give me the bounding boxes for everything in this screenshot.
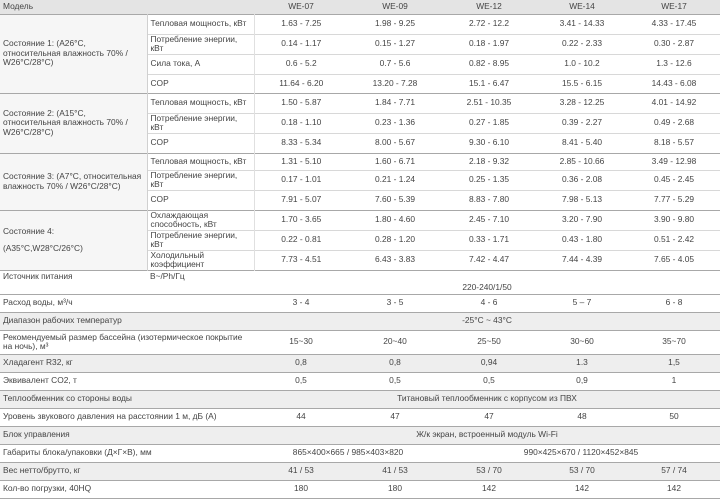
- value-cell: 0.45 - 2.45: [628, 170, 720, 190]
- value-cell: 41 / 53: [348, 462, 442, 480]
- value-cell: 0.21 - 1.24: [348, 170, 442, 190]
- value-cell: 3 - 5: [348, 294, 442, 312]
- pool-size-row: [0, 330, 720, 354]
- value-cell: 1.80 - 4.60: [348, 210, 442, 230]
- value-cell: 0.15 - 1.27: [348, 34, 442, 54]
- value-cell: 1.63 - 7.25: [254, 14, 348, 34]
- param-label: COP: [147, 133, 254, 153]
- noise-row: [0, 408, 720, 426]
- value-cell: 7.42 - 4.47: [442, 250, 536, 270]
- value-cell: 0.39 - 2.27: [536, 113, 628, 133]
- value-cell: 8.41 - 5.40: [536, 133, 628, 153]
- value-cell: 8.00 - 5.67: [348, 133, 442, 153]
- value-cell: 1: [628, 372, 720, 390]
- heat-exchanger-value: Титановый теплообменник с корпусом из ПВХ: [254, 390, 720, 408]
- value-cell: 1.84 - 7.71: [348, 93, 442, 113]
- noise-label: Уровень звукового давления на расстоянии 1 м, дБ (А): [0, 408, 254, 426]
- value-cell: 0.33 - 1.71: [442, 230, 536, 250]
- state4-label-line2: (A35°C,W28°C/26°C): [3, 243, 83, 253]
- weight-row: [0, 462, 720, 480]
- value-cell: 35~70: [628, 330, 720, 354]
- value-cell: 0.7 - 5.6: [348, 54, 442, 74]
- value-cell: 0,5: [442, 372, 536, 390]
- value-cell: 3.41 - 14.33: [536, 14, 628, 34]
- power-value: 220-240/1/50: [462, 282, 512, 292]
- value-cell: 0.17 - 1.01: [254, 170, 348, 190]
- value-cell: 0.23 - 1.36: [348, 113, 442, 133]
- loading-row: [0, 480, 720, 498]
- value-cell: 6.43 - 3.83: [348, 250, 442, 270]
- value-cell: 0.51 - 2.42: [628, 230, 720, 250]
- co2-label: Эквивалент CO2, т: [0, 372, 254, 390]
- param-label: COP: [147, 74, 254, 93]
- value-cell: 0.82 - 8.95: [442, 54, 536, 74]
- power-blank: [0, 282, 254, 294]
- param-label: Холодильный коэффициент: [147, 250, 254, 270]
- value-cell: 0.18 - 1.97: [442, 34, 536, 54]
- value-cell: 1.50 - 5.87: [254, 93, 348, 113]
- value-cell: 3.28 - 12.25: [536, 93, 628, 113]
- value-cell: 7.65 - 4.05: [628, 250, 720, 270]
- param-label: Потребление энергии, кВт: [147, 230, 254, 250]
- value-cell: 7.73 - 4.51: [254, 250, 348, 270]
- value-cell: 3 - 4: [254, 294, 348, 312]
- value-cell: 7.77 - 5.29: [628, 190, 720, 210]
- temp-range-value: -25°C ~ 43°C: [254, 312, 720, 330]
- value-cell: 1.31 - 5.10: [254, 153, 348, 170]
- value-cell: 7.91 - 5.07: [254, 190, 348, 210]
- power-label: Источник питания: [0, 270, 147, 282]
- header-model-4: WE-14: [536, 0, 628, 14]
- value-cell: 7.44 - 4.39: [536, 250, 628, 270]
- param-label: Потребление энергии, кВт: [147, 170, 254, 190]
- value-cell: 142: [536, 480, 628, 498]
- state4-row: [0, 210, 720, 230]
- state1-label: Состояние 1: (A26°C, относительная влажность 70% / W26°C/28°C): [0, 14, 147, 93]
- value-cell: 50: [628, 408, 720, 426]
- value-cell: 8.83 - 7.80: [442, 190, 536, 210]
- value-cell: 180: [254, 480, 348, 498]
- value-cell: 48: [536, 408, 628, 426]
- value-cell: 0,5: [348, 372, 442, 390]
- value-cell: 3.49 - 12.98: [628, 153, 720, 170]
- control-row: [0, 426, 720, 444]
- pool-size-label: Рекомендуемый размер бассейна (изотермическое покрытие на ночь), м³: [0, 330, 254, 354]
- state2-label: Состояние 2: (A15°C, относительная влажность 70% / W26°C/28°C): [0, 93, 147, 153]
- value-cell: 0,94: [442, 354, 536, 372]
- value-cell: 7.60 - 5.39: [348, 190, 442, 210]
- value-cell: 0.28 - 1.20: [348, 230, 442, 250]
- dimensions-label: Габариты блока/упаковки (Д×Г×В), мм: [0, 444, 254, 462]
- value-cell: 6 - 8: [628, 294, 720, 312]
- value-cell: 0.22 - 0.81: [254, 230, 348, 250]
- state3-row: [0, 153, 720, 170]
- value-cell: 0.30 - 2.87: [628, 34, 720, 54]
- param-label: Тепловая мощность, кВт: [147, 153, 254, 170]
- value-cell: 0,5: [254, 372, 348, 390]
- weight-label: Вес нетто/брутто, кг: [0, 462, 254, 480]
- value-cell: 142: [442, 480, 536, 498]
- loading-label: Кол-во погрузки, 40HQ: [0, 480, 254, 498]
- value-cell: 0.22 - 2.33: [536, 34, 628, 54]
- power-value-row: [0, 282, 720, 294]
- param-label: Сила тока, А: [147, 54, 254, 74]
- value-cell: 41 / 53: [254, 462, 348, 480]
- value-cell: 1.60 - 6.71: [348, 153, 442, 170]
- header-model-2: WE-09: [348, 0, 442, 14]
- header-model-5: WE-17: [628, 0, 720, 14]
- value-cell: 9.30 - 6.10: [442, 133, 536, 153]
- heat-exchanger-row: [0, 390, 720, 408]
- param-label: Потребление энергии, кВт: [147, 34, 254, 54]
- value-cell: 4.01 - 14.92: [628, 93, 720, 113]
- value-cell: 2.72 - 12.2: [442, 14, 536, 34]
- water-flow-label: Расход воды, м³/ч: [0, 294, 254, 312]
- header-row: [0, 0, 720, 14]
- value-cell: 1.0 - 10.2: [536, 54, 628, 74]
- value-cell: 0.36 - 2.08: [536, 170, 628, 190]
- value-cell: 1.3: [536, 354, 628, 372]
- dimensions-row: [0, 444, 720, 462]
- header-model-3: WE-12: [442, 0, 536, 14]
- dimensions-value-b: 990×425×670 / 1120×452×845: [442, 444, 720, 462]
- param-label: Тепловая мощность, кВт: [147, 14, 254, 34]
- temp-range-label: Диапазон рабочих температур: [0, 312, 254, 330]
- dimensions-value-a: 865×400×665 / 985×403×820: [254, 444, 442, 462]
- value-cell: 15.1 - 6.47: [442, 74, 536, 93]
- value-cell: 2.85 - 10.66: [536, 153, 628, 170]
- co2-row: [0, 372, 720, 390]
- param-label: Тепловая мощность, кВт: [147, 93, 254, 113]
- value-cell: 47: [442, 408, 536, 426]
- heat-exchanger-label: Теплообменник со стороны воды: [0, 390, 254, 408]
- value-cell: 20~40: [348, 330, 442, 354]
- value-cell: 0,8: [348, 354, 442, 372]
- value-cell: 3.20 - 7.90: [536, 210, 628, 230]
- value-cell: 8.18 - 5.57: [628, 133, 720, 153]
- state4-label: [0, 210, 147, 270]
- value-cell: 53 / 70: [442, 462, 536, 480]
- value-cell: 142: [628, 480, 720, 498]
- value-cell: 1.98 - 9.25: [348, 14, 442, 34]
- state4-label-line1: Состояние 4:: [3, 225, 55, 236]
- temp-range-row: [0, 312, 720, 330]
- value-cell: 44: [254, 408, 348, 426]
- value-cell: 11.64 - 6.20: [254, 74, 348, 93]
- value-cell: 25~50: [442, 330, 536, 354]
- value-cell: 4.33 - 17.45: [628, 14, 720, 34]
- value-cell: 2.51 - 10.35: [442, 93, 536, 113]
- value-cell: 3.90 - 9.80: [628, 210, 720, 230]
- value-cell: 2.18 - 9.32: [442, 153, 536, 170]
- value-cell: 0.43 - 1.80: [536, 230, 628, 250]
- state2-row: [0, 93, 720, 113]
- value-cell: 0,8: [254, 354, 348, 372]
- value-cell: 0.6 - 5.2: [254, 54, 348, 74]
- value-cell: 5 – 7: [536, 294, 628, 312]
- value-cell: 47: [348, 408, 442, 426]
- value-cell: 2.45 - 7.10: [442, 210, 536, 230]
- control-label: Блок управления: [0, 426, 254, 444]
- value-cell: 13.20 - 7.28: [348, 74, 442, 93]
- param-label: Потребление энергии, кВт: [147, 113, 254, 133]
- value-cell: 0.27 - 1.85: [442, 113, 536, 133]
- param-label: Охлаждающая способность, кВт: [147, 210, 254, 230]
- value-cell: 0,9: [536, 372, 628, 390]
- value-cell: 7.98 - 5.13: [536, 190, 628, 210]
- header-model-1: WE-07: [254, 0, 348, 14]
- value-cell: 180: [348, 480, 442, 498]
- power-row: [0, 270, 720, 282]
- refrigerant-row: [0, 354, 720, 372]
- value-cell: 1,5: [628, 354, 720, 372]
- param-label: COP: [147, 190, 254, 210]
- water-flow-row: [0, 294, 720, 312]
- value-cell: 14.43 - 6.08: [628, 74, 720, 93]
- value-cell: 1.3 - 12.6: [628, 54, 720, 74]
- value-cell: 0.25 - 1.35: [442, 170, 536, 190]
- value-cell: 15.5 - 6.15: [536, 74, 628, 93]
- value-cell: 53 / 70: [536, 462, 628, 480]
- value-cell: 8.33 - 5.34: [254, 133, 348, 153]
- value-cell: 1.70 - 3.65: [254, 210, 348, 230]
- power-unit: В~/Ph/Гц: [147, 270, 720, 282]
- value-cell: 0.18 - 1.10: [254, 113, 348, 133]
- control-value: Ж/к экран, встроенный модуль Wi-Fi: [254, 426, 720, 444]
- header-model-label: Модель: [0, 0, 254, 14]
- refrigerant-label: Хладагент R32, кг: [0, 354, 254, 372]
- value-cell: 57 / 74: [628, 462, 720, 480]
- state3-label: Состояние 3: (A7°C, относительная влажность 70% / W26°C/28°C): [0, 153, 147, 210]
- value-cell: 0.49 - 2.68: [628, 113, 720, 133]
- state1-row: [0, 14, 720, 34]
- value-cell: 0.14 - 1.17: [254, 34, 348, 54]
- value-cell: 30~60: [536, 330, 628, 354]
- value-cell: 4 - 6: [442, 294, 536, 312]
- value-cell: 15~30: [254, 330, 348, 354]
